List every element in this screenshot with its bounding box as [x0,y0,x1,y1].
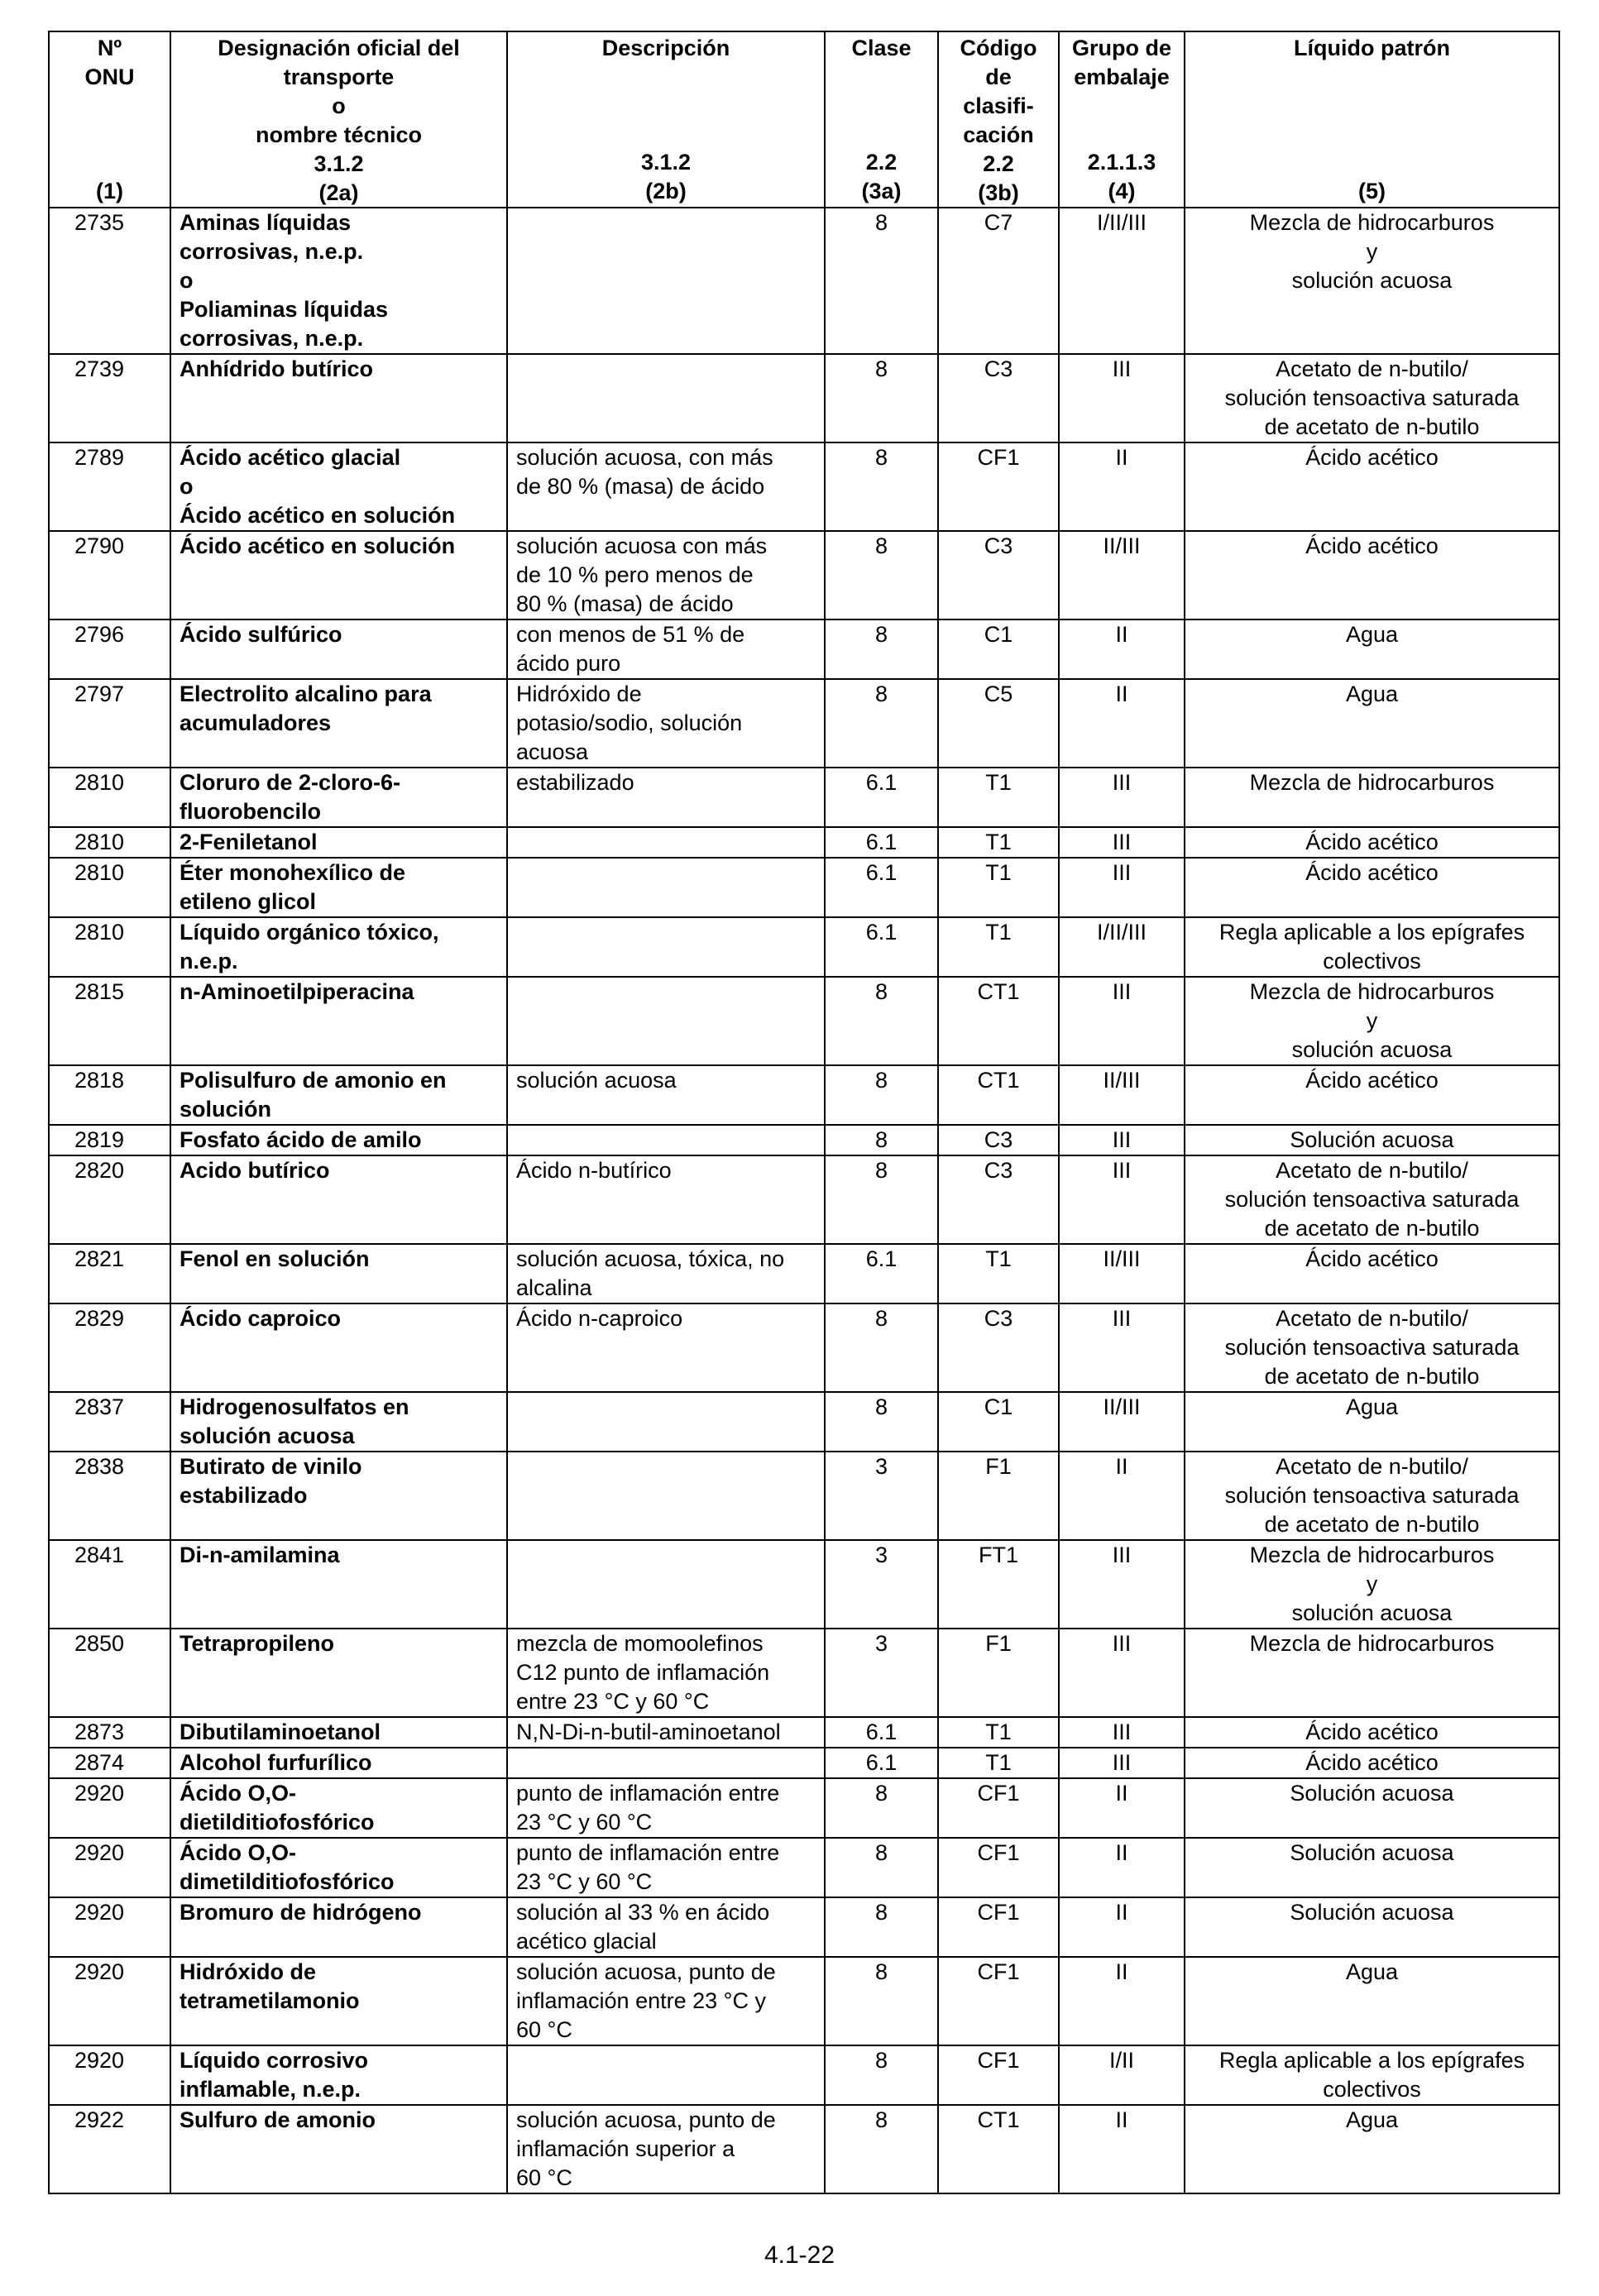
table-row [49,1838,1559,1897]
cell-un-number: 2819 [49,1125,170,1155]
cell-standard-liquid: Acetato de n-butilo/ solución tensoactiva saturada de acetato de n-butilo [1185,1155,1559,1244]
cell-description [507,827,825,858]
table-body [49,208,1559,2193]
cell-class: 8 [825,1155,938,1244]
cell-class: 8 [825,1778,938,1838]
cell-description [507,208,825,354]
cell-packing-group: II [1059,442,1185,531]
table-row [49,1155,1559,1244]
cell-official-name: Acido butírico [170,1155,507,1244]
cell-packing-group: II/III [1059,1065,1185,1125]
cell-class: 3 [825,1629,938,1717]
cell-description: solución al 33 % en ácido acético glacial [507,1897,825,1957]
cell-class: 8 [825,354,938,442]
cell-classification-code: CT1 [938,977,1059,1065]
cell-packing-group: II [1059,619,1185,679]
table-row [49,768,1559,827]
cell-un-number: 2810 [49,768,170,827]
table-row [49,442,1559,531]
cell-class: 8 [825,1897,938,1957]
cell-packing-group: III [1059,977,1185,1065]
cell-classification-code: T1 [938,1244,1059,1303]
cell-un-number: 2838 [49,1452,170,1540]
cell-un-number: 2810 [49,858,170,917]
cell-classification-code: T1 [938,917,1059,977]
cell-classification-code: C3 [938,1155,1059,1244]
cell-packing-group: III [1059,858,1185,917]
cell-classification-code: C5 [938,679,1059,768]
cell-standard-liquid: Agua [1185,1392,1559,1452]
cell-un-number: 2810 [49,917,170,977]
cell-classification-code: T1 [938,768,1059,827]
cell-official-name: Cloruro de 2-cloro-6- fluorobencilo [170,768,507,827]
cell-classification-code: C7 [938,208,1059,354]
cell-un-number: 2735 [49,208,170,354]
cell-description: solución acuosa con más de 10 % pero menos de 80 % (masa) de ácido [507,531,825,619]
cell-un-number: 2873 [49,1717,170,1748]
cell-description [507,977,825,1065]
cell-packing-group: I/II/III [1059,208,1185,354]
cell-standard-liquid: Ácido acético [1185,1748,1559,1778]
cell-official-name: Líquido corrosivo inflamable, n.e.p. [170,2045,507,2105]
cell-standard-liquid: Ácido acético [1185,827,1559,858]
cell-classification-code: CF1 [938,1957,1059,2045]
cell-description: mezcla de momoolefinos C12 punto de inflamación entre 23 °C y 60 °C [507,1629,825,1717]
cell-class: 8 [825,679,938,768]
cell-class: 8 [825,1957,938,2045]
cell-standard-liquid: Solución acuosa [1185,1838,1559,1897]
table-row [49,827,1559,858]
cell-classification-code: T1 [938,858,1059,917]
cell-description: N,N-Di-n-butil-aminoetanol [507,1717,825,1748]
cell-packing-group: III [1059,354,1185,442]
cell-classification-code: C1 [938,1392,1059,1452]
cell-class: 3 [825,1540,938,1629]
cell-un-number: 2920 [49,1897,170,1957]
cell-official-name: Éter monohexílico de etileno glicol [170,858,507,917]
header-un-number: Nº ONU (1) [49,31,170,208]
cell-official-name: Tetrapropileno [170,1629,507,1717]
cell-un-number: 2789 [49,442,170,531]
cell-description: Ácido n-butírico [507,1155,825,1244]
cell-official-name: Electrolito alcalino para acumuladores [170,679,507,768]
header-official-name: Designación oficial del transporte o nombre técnico 3.1.2 (2a) [170,31,507,208]
cell-packing-group: II [1059,1838,1185,1897]
cell-description [507,354,825,442]
cell-official-name: Hidrogenosulfatos en solución acuosa [170,1392,507,1452]
cell-packing-group: II [1059,1778,1185,1838]
cell-standard-liquid: Solución acuosa [1185,1778,1559,1838]
cell-class: 6.1 [825,1717,938,1748]
cell-class: 6.1 [825,1244,938,1303]
cell-un-number: 2810 [49,827,170,858]
cell-un-number: 2920 [49,2045,170,2105]
cell-standard-liquid: Ácido acético [1185,1717,1559,1748]
cell-packing-group: I/II [1059,2045,1185,2105]
cell-standard-liquid: Regla aplicable a los epígrafes colectivos [1185,2045,1559,2105]
table-row [49,1244,1559,1303]
cell-un-number: 2850 [49,1629,170,1717]
table-row [49,1957,1559,2045]
cell-standard-liquid: Agua [1185,679,1559,768]
cell-class: 8 [825,1125,938,1155]
cell-classification-code: CF1 [938,1778,1059,1838]
table-row [49,1452,1559,1540]
cell-standard-liquid: Solución acuosa [1185,1897,1559,1957]
cell-official-name: 2-Feniletanol [170,827,507,858]
cell-standard-liquid: Agua [1185,1957,1559,2045]
cell-description [507,1540,825,1629]
cell-description [507,1392,825,1452]
cell-class: 6.1 [825,858,938,917]
cell-class: 8 [825,1065,938,1125]
cell-class: 8 [825,442,938,531]
cell-classification-code: C3 [938,354,1059,442]
cell-official-name: Ácido sulfúrico [170,619,507,679]
cell-packing-group: I/II/III [1059,917,1185,977]
table-row [49,1629,1559,1717]
header-packing-group: Grupo de embalaje 2.1.1.3 (4) [1059,31,1185,208]
table-row [49,1392,1559,1452]
cell-official-name: Sulfuro de amonio [170,2105,507,2193]
cell-un-number: 2820 [49,1155,170,1244]
cell-un-number: 2739 [49,354,170,442]
cell-packing-group: III [1059,1155,1185,1244]
page-number: 4.1-22 [764,2241,835,2269]
cell-official-name: Ácido O,O- dimetilditiofosfórico [170,1838,507,1897]
cell-standard-liquid: Mezcla de hidrocarburos y solución acuosa [1185,977,1559,1065]
cell-standard-liquid: Acetato de n-butilo/ solución tensoactiva saturada de acetato de n-butilo [1185,1452,1559,1540]
cell-official-name: Ácido caproico [170,1303,507,1392]
cell-official-name: Ácido O,O- dietilditiofosfórico [170,1778,507,1838]
table-row [49,1748,1559,1778]
cell-description: solución acuosa, con más de 80 % (masa) de ácido [507,442,825,531]
cell-description: Hidróxido de potasio/sodio, solución acuosa [507,679,825,768]
cell-un-number: 2797 [49,679,170,768]
cell-un-number: 2920 [49,1957,170,2045]
cell-standard-liquid: Agua [1185,2105,1559,2193]
cell-official-name: Anhídrido butírico [170,354,507,442]
cell-description: solución acuosa [507,1065,825,1125]
cell-classification-code: C3 [938,1303,1059,1392]
cell-class: 8 [825,2105,938,2193]
cell-official-name: Ácido acético en solución [170,531,507,619]
cell-official-name: Aminas líquidas corrosivas, n.e.p. o Poliaminas líquidas corrosivas, n.e.p. [170,208,507,354]
cell-packing-group: III [1059,768,1185,827]
cell-class: 6.1 [825,1748,938,1778]
cell-packing-group: III [1059,1748,1185,1778]
cell-description: solución acuosa, punto de inflamación entre 23 °C y 60 °C [507,1957,825,2045]
cell-classification-code: CF1 [938,442,1059,531]
table-row [49,531,1559,619]
cell-standard-liquid: Mezcla de hidrocarburos y solución acuosa [1185,208,1559,354]
cell-official-name: Fosfato ácido de amilo [170,1125,507,1155]
cell-official-name: Fenol en solución [170,1244,507,1303]
cell-description [507,1748,825,1778]
cell-class: 6.1 [825,768,938,827]
table-row [49,1303,1559,1392]
dangerous-goods-table [48,31,1560,2194]
cell-un-number: 2837 [49,1392,170,1452]
cell-packing-group: II [1059,1957,1185,2045]
cell-classification-code: FT1 [938,1540,1059,1629]
cell-description: Ácido n-caproico [507,1303,825,1392]
cell-standard-liquid: Solución acuosa [1185,1125,1559,1155]
cell-packing-group: III [1059,1717,1185,1748]
table-row [49,1065,1559,1125]
cell-un-number: 2922 [49,2105,170,2193]
cell-description: solución acuosa, tóxica, no alcalina [507,1244,825,1303]
table-row [49,2045,1559,2105]
table-row [49,917,1559,977]
cell-standard-liquid: Ácido acético [1185,531,1559,619]
cell-standard-liquid: Ácido acético [1185,858,1559,917]
cell-class: 8 [825,208,938,354]
cell-un-number: 2790 [49,531,170,619]
cell-official-name: Hidróxido de tetrametilamonio [170,1957,507,2045]
header-description: Descripción 3.1.2 (2b) [507,31,825,208]
cell-packing-group: II [1059,1897,1185,1957]
cell-standard-liquid: Mezcla de hidrocarburos y solución acuosa [1185,1540,1559,1629]
cell-packing-group: II/III [1059,1392,1185,1452]
cell-standard-liquid: Ácido acético [1185,1244,1559,1303]
cell-standard-liquid: Agua [1185,619,1559,679]
table-row [49,1717,1559,1748]
cell-official-name: Di-n-amilamina [170,1540,507,1629]
cell-description: punto de inflamación entre 23 °C y 60 °C [507,1778,825,1838]
cell-packing-group: III [1059,1303,1185,1392]
cell-classification-code: F1 [938,1629,1059,1717]
cell-classification-code: CT1 [938,2105,1059,2193]
cell-official-name: Ácido acético glacial o Ácido acético en solución [170,442,507,531]
cell-classification-code: F1 [938,1452,1059,1540]
cell-classification-code: CF1 [938,2045,1059,2105]
cell-class: 8 [825,2045,938,2105]
cell-description: punto de inflamación entre 23 °C y 60 °C [507,1838,825,1897]
cell-class: 6.1 [825,827,938,858]
cell-standard-liquid: Acetato de n-butilo/ solución tensoactiva saturada de acetato de n-butilo [1185,354,1559,442]
cell-standard-liquid: Mezcla de hidrocarburos [1185,768,1559,827]
table-row [49,2105,1559,2193]
cell-standard-liquid: Regla aplicable a los epígrafes colectivos [1185,917,1559,977]
cell-un-number: 2841 [49,1540,170,1629]
cell-description [507,1452,825,1540]
cell-description [507,917,825,977]
table-row [49,619,1559,679]
cell-class: 3 [825,1452,938,1540]
table-row [49,977,1559,1065]
cell-packing-group: III [1059,1629,1185,1717]
cell-packing-group: II [1059,1452,1185,1540]
cell-classification-code: T1 [938,1717,1059,1748]
cell-classification-code: C3 [938,1125,1059,1155]
cell-standard-liquid: Ácido acético [1185,1065,1559,1125]
cell-class: 8 [825,619,938,679]
cell-official-name: Alcohol furfurílico [170,1748,507,1778]
cell-description [507,858,825,917]
cell-description [507,1125,825,1155]
cell-un-number: 2829 [49,1303,170,1392]
cell-classification-code: C3 [938,531,1059,619]
table-row [49,1125,1559,1155]
table-row [49,208,1559,354]
cell-classification-code: C1 [938,619,1059,679]
cell-class: 8 [825,1303,938,1392]
cell-standard-liquid: Mezcla de hidrocarburos [1185,1629,1559,1717]
cell-class: 8 [825,1392,938,1452]
cell-official-name: Butirato de vinilo estabilizado [170,1452,507,1540]
cell-standard-liquid: Acetato de n-butilo/ solución tensoactiva saturada de acetato de n-butilo [1185,1303,1559,1392]
cell-packing-group: III [1059,827,1185,858]
cell-classification-code: T1 [938,1748,1059,1778]
cell-un-number: 2818 [49,1065,170,1125]
table-row [49,354,1559,442]
cell-standard-liquid: Ácido acético [1185,442,1559,531]
header-class: Clase 2.2 (3a) [825,31,938,208]
cell-un-number: 2874 [49,1748,170,1778]
cell-classification-code: CF1 [938,1897,1059,1957]
cell-classification-code: CT1 [938,1065,1059,1125]
cell-packing-group: III [1059,1125,1185,1155]
cell-description: estabilizado [507,768,825,827]
cell-description: solución acuosa, punto de inflamación superior a 60 °C [507,2105,825,2193]
cell-classification-code: T1 [938,827,1059,858]
header-classification-code: Código de clasifi- cación 2.2 (3b) [938,31,1059,208]
table-row [49,1897,1559,1957]
cell-class: 8 [825,1838,938,1897]
cell-packing-group: II/III [1059,1244,1185,1303]
cell-un-number: 2821 [49,1244,170,1303]
cell-description: con menos de 51 % de ácido puro [507,619,825,679]
cell-official-name: Bromuro de hidrógeno [170,1897,507,1957]
table-row [49,1778,1559,1838]
cell-official-name: Líquido orgánico tóxico, n.e.p. [170,917,507,977]
cell-packing-group: II/III [1059,531,1185,619]
cell-description [507,2045,825,2105]
cell-official-name: Dibutilaminoetanol [170,1717,507,1748]
cell-class: 8 [825,977,938,1065]
header-standard-liquid: Líquido patrón (5) [1185,31,1559,208]
cell-packing-group: III [1059,1540,1185,1629]
table-row [49,1540,1559,1629]
cell-class: 8 [825,531,938,619]
cell-un-number: 2796 [49,619,170,679]
cell-packing-group: II [1059,679,1185,768]
cell-un-number: 2920 [49,1838,170,1897]
cell-classification-code: CF1 [938,1838,1059,1897]
cell-class: 6.1 [825,917,938,977]
table-row [49,679,1559,768]
table-header-row [49,31,1559,208]
cell-un-number: 2920 [49,1778,170,1838]
cell-un-number: 2815 [49,977,170,1065]
cell-official-name: Polisulfuro de amonio en solución [170,1065,507,1125]
cell-packing-group: II [1059,2105,1185,2193]
cell-official-name: n-Aminoetilpiperacina [170,977,507,1065]
table-row [49,858,1559,917]
